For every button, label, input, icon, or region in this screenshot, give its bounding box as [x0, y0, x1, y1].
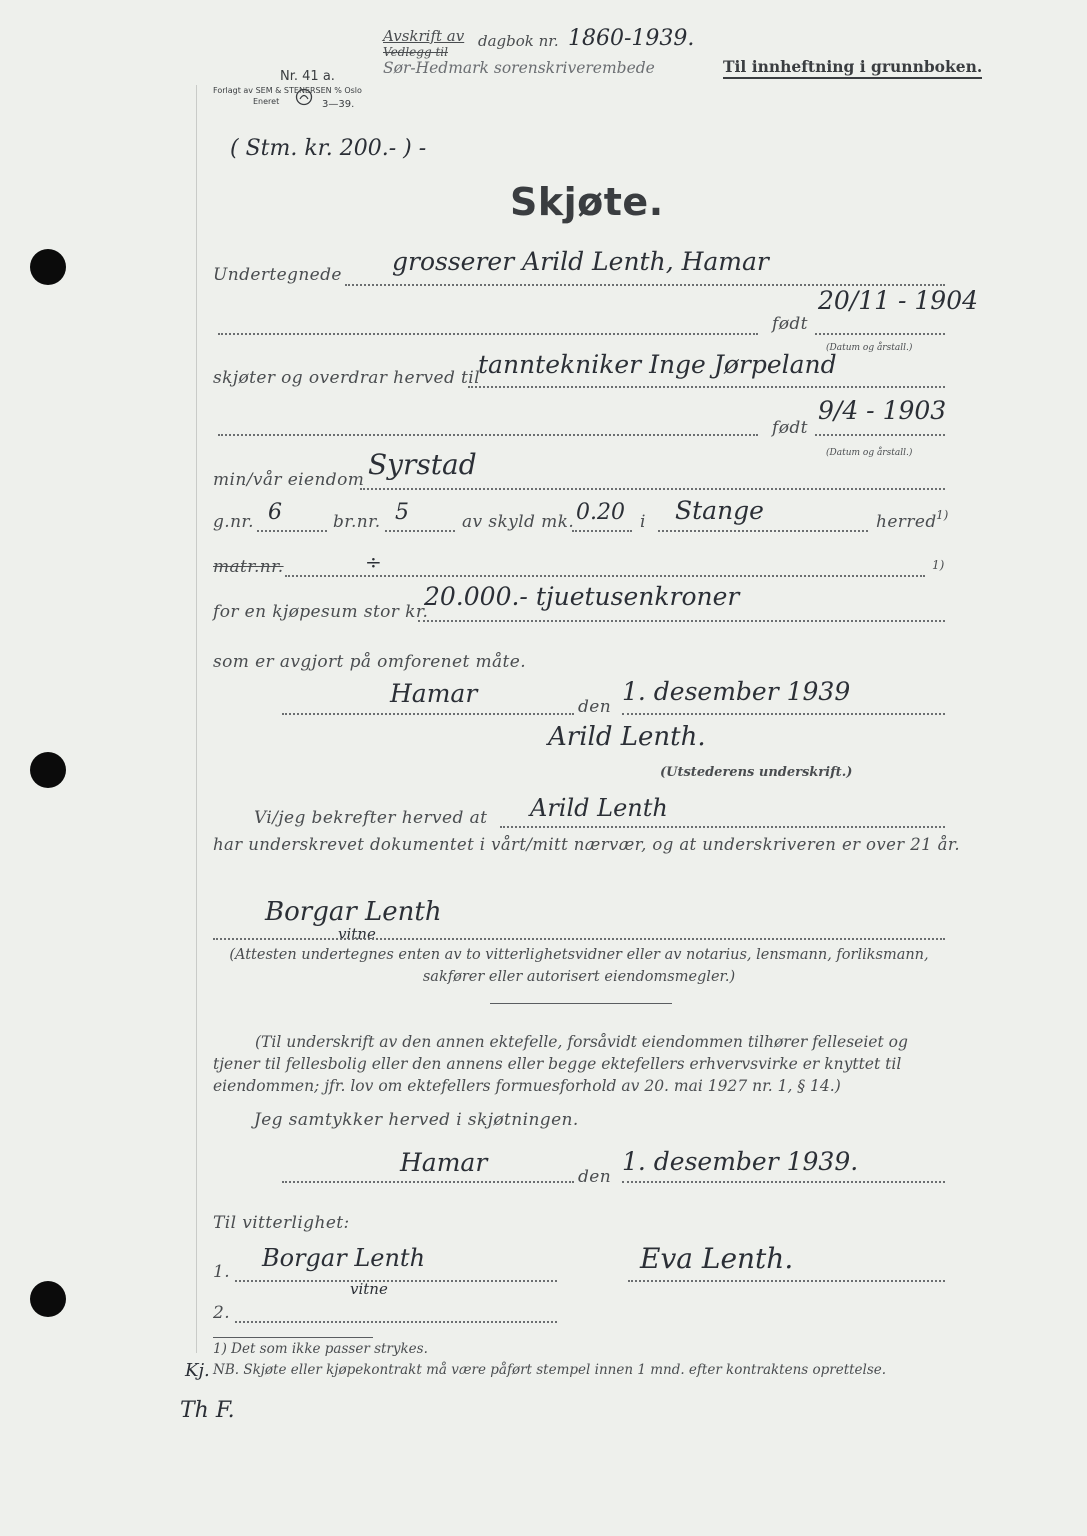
fodt2-line [815, 434, 945, 436]
witness2-num: 2. [213, 1303, 231, 1323]
skyld-line [572, 530, 632, 532]
dagbok-label: dagbok nr. [478, 32, 559, 50]
avgjort-label: som er avgjort på omforenet måte. [213, 652, 527, 672]
footnote-rule [213, 1337, 373, 1338]
place2-line [282, 1181, 574, 1183]
til-innheftning: Til innheftning i grunnboken. [723, 57, 982, 79]
matrnr-footnote-mark: 1) [932, 558, 945, 572]
place1-line [282, 713, 574, 715]
margin-mark-kj: Kj. [185, 1360, 210, 1381]
seller-signature: Arild Lenth. [548, 722, 706, 752]
fodt1-label: født [772, 314, 808, 334]
date2: 1. desember 1939. [622, 1147, 859, 1176]
gnr-value: 6 [268, 500, 282, 525]
herred-label: herred [876, 512, 937, 532]
herred-line [658, 530, 868, 532]
undertegnede-label: Undertegnede [213, 265, 342, 285]
skyld-label: av skyld mk. [462, 512, 575, 532]
document-title: Skjøte. [510, 180, 664, 224]
publisher: Forlagt av SEM & STENERSEN % Oslo [213, 86, 362, 95]
den-label-1: den [578, 697, 612, 717]
fodt1-line [815, 333, 945, 335]
dagbok-number: 1860-1939. [568, 26, 695, 51]
den-label-2: den [578, 1167, 612, 1187]
spouse-signature-line [628, 1280, 945, 1282]
seller-name: grosserer Arild Lenth, Hamar [392, 247, 769, 276]
fodt2-blank-line [218, 434, 758, 436]
buyer-line [468, 386, 945, 388]
punch-hole-top [30, 249, 66, 285]
eiendom-label: min/vår eiendom [213, 470, 365, 490]
skjoter-label: skjøter og overdrar herved til [213, 368, 480, 388]
matrnr-value: ÷ [365, 550, 382, 574]
print-date: 3—39. [322, 99, 355, 110]
spouse-signature: Eva Lenth. [640, 1242, 794, 1275]
attest-signature-note: vitne [338, 925, 376, 943]
office-name: Sør-Hedmark sorenskriverembede [383, 59, 655, 77]
punch-hole-bottom [30, 1281, 66, 1317]
gnr-line [257, 530, 327, 532]
attest-name: Arild Lenth [530, 794, 668, 822]
brnr-line [385, 530, 455, 532]
herred-value: Stange [675, 496, 764, 525]
consent-text: Jeg samtykker herved i skjøtningen. [254, 1110, 579, 1130]
punch-hole-middle [30, 752, 66, 788]
avskrift-label: Avskrift av [383, 27, 465, 45]
property-name: Syrstad [368, 448, 477, 481]
utsteder-label: (Utstederens underskrift.) [660, 765, 853, 780]
matrnr-label: matr.nr. [213, 557, 284, 577]
seller-birthdate: 20/11 - 1904 [818, 286, 979, 315]
attest-line1-label: Vi/jeg bekrefter herved at [254, 808, 488, 828]
witness1-num: 1. [213, 1262, 231, 1282]
fodt2-label: født [772, 418, 808, 438]
fodt1-blank-line [218, 333, 758, 335]
vedlegg-label: Vedlegg til [383, 45, 448, 59]
margin-line [196, 85, 197, 1353]
matrnr-line [285, 575, 925, 577]
spouse-note: (Til underskrift av den annen ektefelle, forsåvidt eiendommen tilhører felleseiet og tjener til fellesbolig eller den annens eller begge ektefellers erhvervsvirke er knyttet til eiendommen; jfr. lov om ektefellers formuesforhold av 20. mai 1927 nr. 1, § 14.) [213, 1033, 908, 1095]
margin-mark-th: Th F. [180, 1398, 235, 1423]
buyer-birthdate: 9/4 - 1903 [818, 396, 947, 425]
footnote-nb: NB. Skjøte eller kjøpekontrakt må være påført stempel innen 1 mnd. efter kontraktens oprettelse. [213, 1362, 887, 1378]
eneret: Eneret [253, 97, 280, 106]
section-divider [490, 1003, 672, 1004]
date1-line [622, 713, 945, 715]
purchase-price: 20.000.- tjuetusenkroner [424, 582, 740, 611]
kjopesum-label: for en kjøpesum stor kr. [213, 602, 429, 622]
witness2-line [235, 1321, 557, 1323]
eiendom-line [360, 488, 945, 490]
buyer-name: tanntekniker Inge Jørpeland [478, 350, 837, 379]
place1: Hamar [390, 679, 478, 708]
datum-label-1: (Datum og årstall.) [826, 343, 913, 353]
vitterlighet-label: Til vitterlighet: [213, 1213, 350, 1233]
place2: Hamar [400, 1148, 488, 1177]
stamp-note: ( Stm. kr. 200.- ) - [230, 136, 427, 161]
herred-footnote-mark: 1) [936, 508, 949, 522]
attest-note: (Attesten undertegnes enten av to vitterlighetsvidner eller av notarius, lensmann, forliksmann, sakfører eller autorisert eiendomsmegler.) [229, 947, 929, 985]
skyld-value: 0.20 [576, 500, 625, 525]
i-label: i [640, 512, 646, 532]
attest-name-line [500, 826, 945, 828]
brnr-value: 5 [395, 500, 409, 525]
footnote-1: 1) Det som ikke passer strykes. [213, 1341, 428, 1357]
publisher-logo-icon [295, 88, 313, 106]
attest-signature-line [213, 938, 945, 940]
attest-signature: Borgar Lenth [265, 897, 442, 927]
brnr-label: br.nr. [333, 512, 381, 532]
witness1-line [235, 1280, 557, 1282]
form-number: Nr. 41 a. [280, 69, 335, 84]
kjopesum-line [418, 620, 945, 622]
attest-line2-label: har underskrevet dokumentet i vårt/mitt nærvær, og at underskriveren er over 21 år. [213, 835, 960, 854]
date1: 1. desember 1939 [622, 677, 851, 706]
witness1-signature: Borgar Lenth [262, 1244, 426, 1272]
gnr-label: g.nr. [213, 512, 254, 532]
datum-label-2: (Datum og årstall.) [826, 448, 913, 458]
date2-line [622, 1181, 945, 1183]
witness1-note: vitne [350, 1280, 388, 1298]
